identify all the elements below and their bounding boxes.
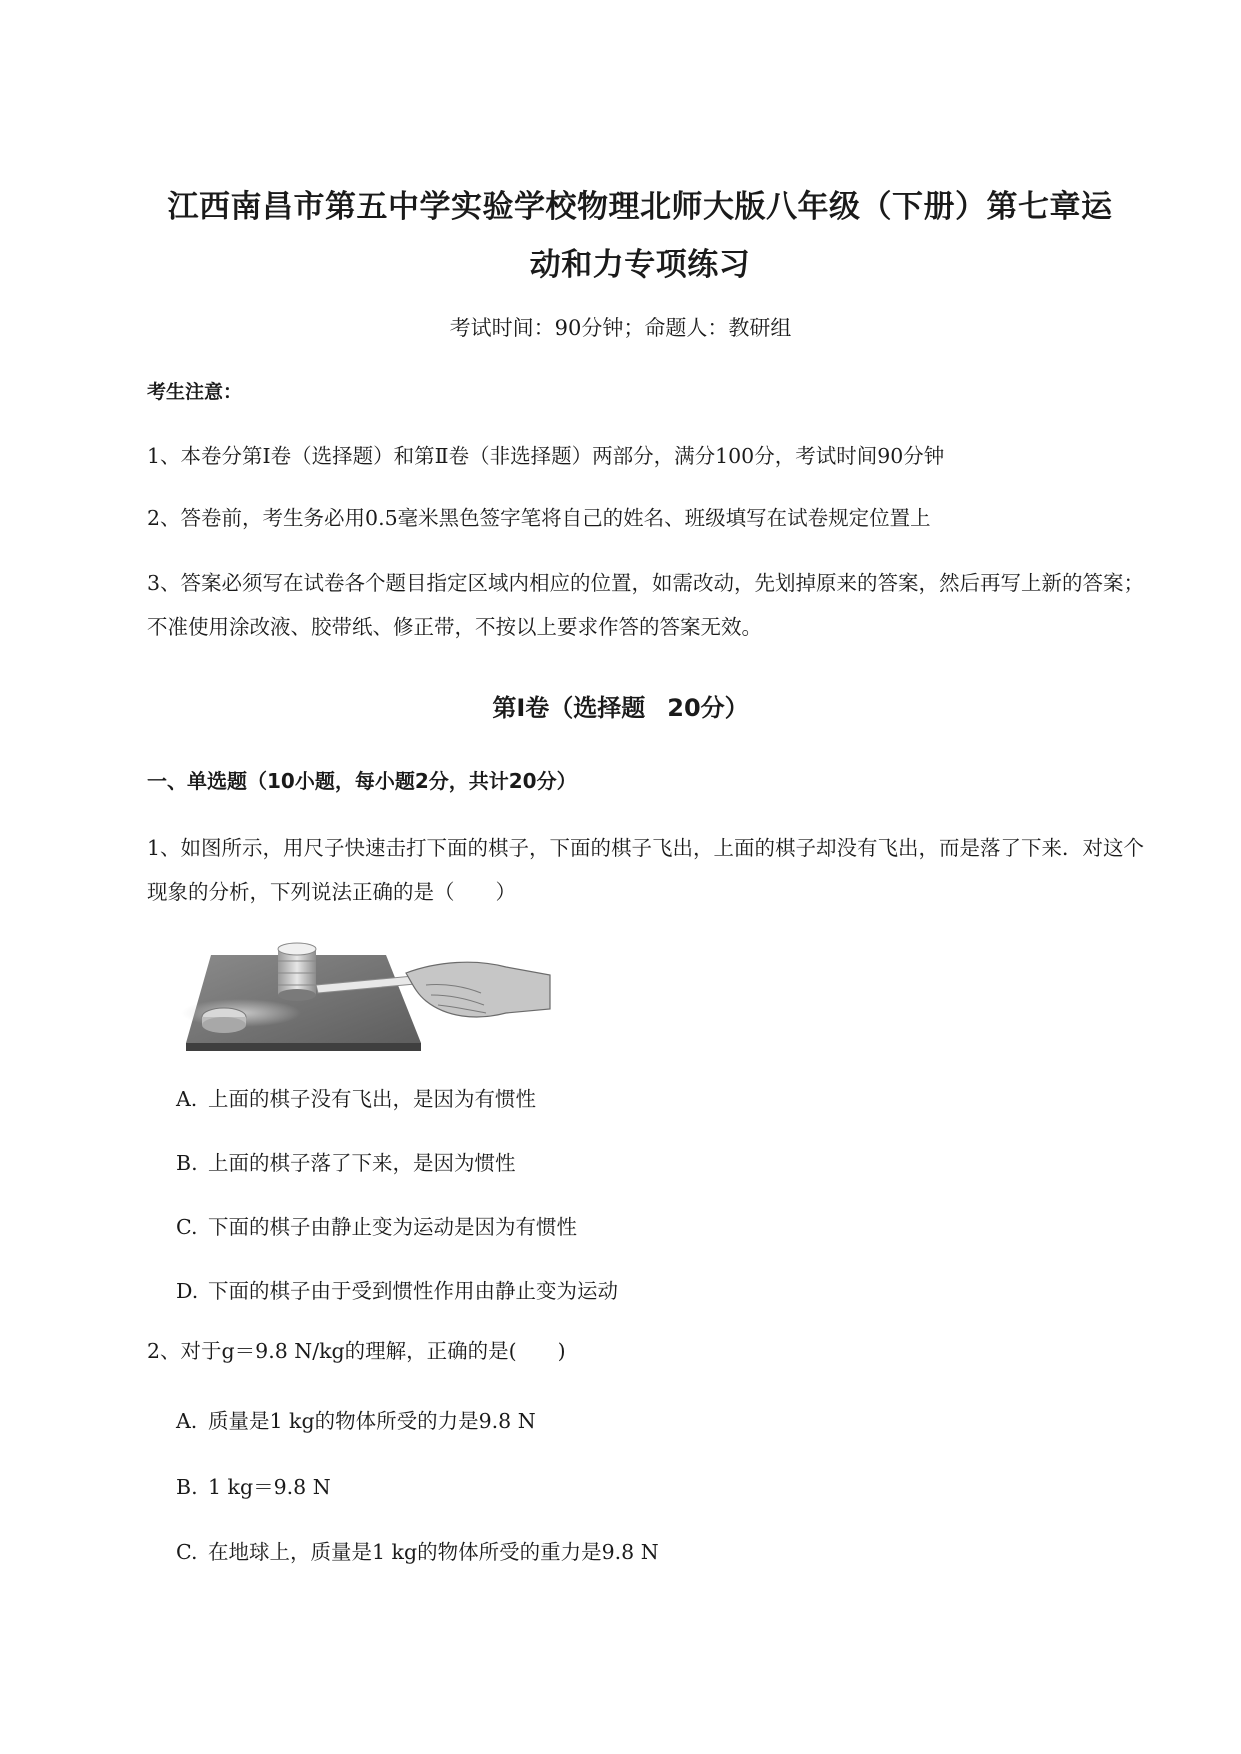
option-letter: B. xyxy=(176,1475,198,1499)
option-text: 上面的棋子没有飞出，是因为有惯性 xyxy=(208,1087,536,1111)
option-text: 1 kg＝9.8 N xyxy=(208,1475,331,1499)
question-1-option-c xyxy=(176,1210,577,1240)
option-letter: B. xyxy=(176,1151,198,1175)
notice-item-3: 3、答案必须写在试卷各个题目指定区域内相应的位置，如需改动，先划掉原来的答案，然后再写上新的答案；不准使用涂改液、胶带纸、修正带，不按以上要求作答的答案无效。 xyxy=(147,571,1145,639)
question-1-option-d xyxy=(176,1274,618,1304)
exam-subtitle: 考试时间：90分钟；命题人：教研组 xyxy=(449,316,792,340)
option-letter: A. xyxy=(176,1087,198,1111)
section-title xyxy=(0,688,1241,723)
question-2-stem: 2、对于g＝9.8 N/kg的理解，正确的是( ) xyxy=(147,1339,566,1363)
notice-heading: 考生注意： xyxy=(147,381,243,403)
option-letter: D. xyxy=(176,1279,199,1303)
notice-item-2: 2、答卷前，考生务必用0.5毫米黑色签字笔将自己的姓名、班级填写在试卷规定位置上 xyxy=(147,506,931,530)
exam-title xyxy=(130,178,1150,294)
question-2-option-c xyxy=(176,1535,659,1565)
title-line-2: 动和力专项练习 xyxy=(529,247,751,283)
question-2-option-a xyxy=(176,1404,536,1434)
option-letter: C. xyxy=(176,1215,198,1239)
question-1-option-a xyxy=(176,1082,536,1112)
subsection-heading: 一、单选题（10小题，每小题2分，共计20分） xyxy=(147,769,577,793)
chess-piece-figure xyxy=(176,935,552,1057)
question-1-option-b xyxy=(176,1146,516,1176)
chess-ruler-illustration xyxy=(176,935,552,1057)
option-text: 上面的棋子落了下来，是因为惯性 xyxy=(208,1151,516,1175)
option-text: 在地球上，质量是1 kg的物体所受的重力是9.8 N xyxy=(208,1540,659,1564)
option-text: 下面的棋子由静止变为运动是因为有惯性 xyxy=(208,1215,577,1239)
option-letter: A. xyxy=(176,1409,198,1433)
title-line-1: 江西南昌市第五中学实验学校物理北师大版八年级（下册）第七章运 xyxy=(167,189,1113,225)
option-letter: C. xyxy=(176,1540,198,1564)
option-text: 质量是1 kg的物体所受的力是9.8 N xyxy=(208,1409,536,1433)
section-score: 20分） xyxy=(667,694,749,722)
section-title-text: 第Ⅰ卷（选择题 xyxy=(492,694,646,722)
question-2-option-b xyxy=(176,1470,331,1500)
notice-item-1: 1、本卷分第Ⅰ卷（选择题）和第Ⅱ卷（非选择题）两部分，满分100分，考试时间90分钟 xyxy=(147,444,945,468)
question-1-stem: 1、如图所示，用尺子快速击打下面的棋子，下面的棋子飞出，上面的棋子却没有飞出，而是落了下来．对这个现象的分析，下列说法正确的是（ ） xyxy=(147,836,1145,904)
option-text: 下面的棋子由于受到惯性作用由静止变为运动 xyxy=(208,1279,618,1303)
